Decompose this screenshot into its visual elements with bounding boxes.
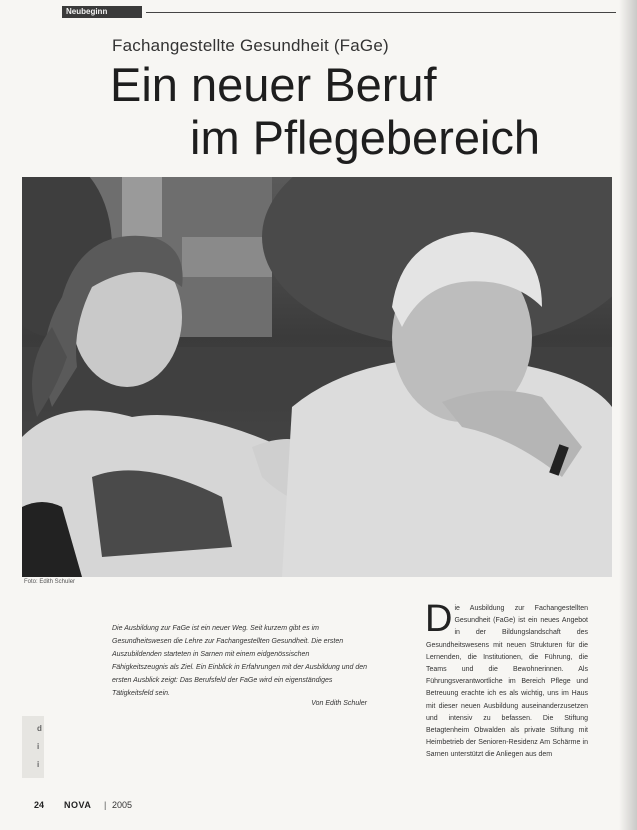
lead-paragraph: Die Ausbildung zur FaGe ist ein neuer Weg. Seit kurzem gibt es im Gesundheitswesen die Lehre zur Fachangestellten Gesundheit. Die ersten Auszubildenden starteten in Sarnen mit einem eidgenössischen Fähigkeitszeugnis als Ziel. Ein Einblick in Erfahrungen mit der Ausbildung und den ersten Ausblick zeigt: Das Berufsfeld der FaGe wird ein eigenständiges Tätigkeitsfeld sein. — [112, 625, 367, 697]
photo-credit: Foto: Edith Schuler — [24, 579, 76, 585]
photo-illustration — [22, 177, 612, 577]
article-photo — [22, 177, 612, 577]
side-tab-letter: d — [37, 724, 42, 733]
issue-year: 2005 — [112, 800, 133, 810]
page-edge-shadow — [619, 0, 637, 830]
article-title-line-1: Ein neuer Beruf — [110, 58, 437, 111]
body-text: ie Ausbildung zur Fachangestellten Gesundheit (FaGe) ist ein neues Angebot in der Bildungslandschaft des Gesundheitswesens mit neuen Strukturen für die Lernenden, die Institutionen, die Führung, die Teams und die Bewohnerinnen. Als Führungsverantwortliche im Bereich Pflege und Betreuung erachte ich es als wichtig, uns im Haus mit dieser neuen Ausbildung auseinanderzusetzen und intensiv zu befassen. Die Stiftung Betagtenheim Obwalden als private Stiftung mit Heimbetrieb der Senioren-Residenz Am Schärme in Sarnen unterstützt die Anliegen aus dem — [426, 605, 588, 759]
article-title-line-2: im Pflegebereich — [190, 111, 541, 164]
footer-separator: | — [104, 800, 107, 810]
body-column — [425, 598, 588, 762]
author-byline: Von Edith Schuler — [311, 700, 367, 707]
building-window — [122, 177, 162, 237]
building-balcony — [182, 237, 272, 277]
section-rubric: Neubeginn — [62, 6, 142, 18]
page-number: 24 — [34, 800, 45, 810]
magazine-name: NOVA — [64, 800, 92, 810]
article-kicker: Fachangestellte Gesundheit (FaGe) — [112, 36, 389, 55]
side-tab-letter: i — [37, 760, 40, 769]
top-rule — [146, 12, 616, 13]
side-tab-letter: i — [37, 742, 40, 751]
drop-cap: D — [425, 598, 453, 640]
